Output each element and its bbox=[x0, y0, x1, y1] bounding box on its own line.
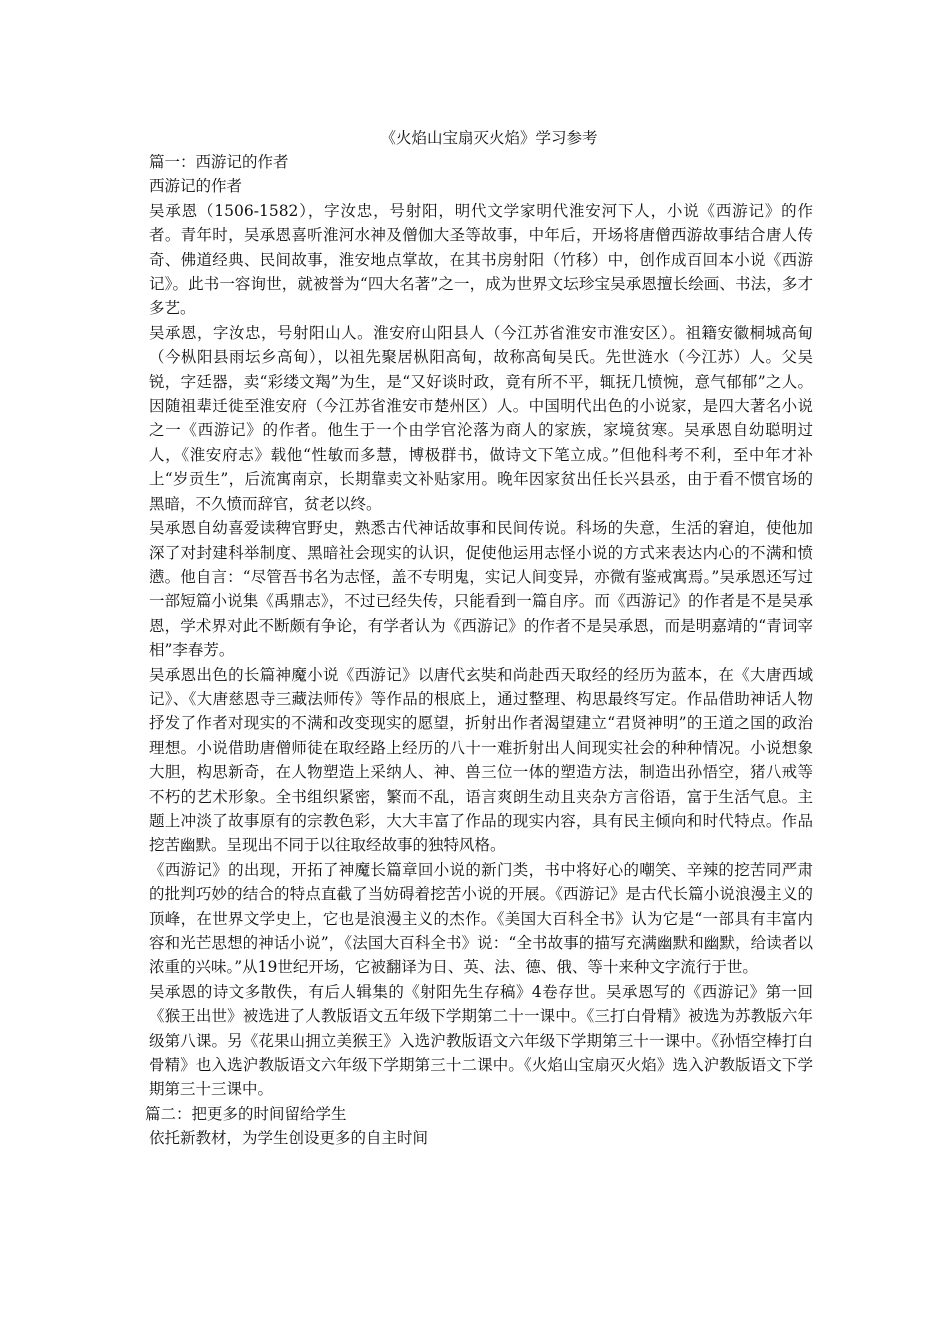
document-title: 《火焰山宝扇灭火焰》学习参考 bbox=[380, 129, 598, 147]
section-heading-1: 篇一：西游记的作者 bbox=[149, 153, 289, 171]
paragraph-5: 《西游记》的出现，开拓了神魔长篇章回小说的新门类，书中将好心的嘲笑、辛辣的挖苦同严肃的批判巧妙的结合的特点直截了当妨碍着挖苦小说的开展。《西游记》是古代长篇小说浪漫主义的顶峰，在世界文学史上，它也是浪漫主义的杰作。《美国大百科全书》认为它是“一部具有丰富内容和光芒思想的神话小说”，《法国大百科全书》说：“全书故事的描写充满幽默和幽默，给读者以浓重的兴味。”从19世纪开场，它被翻译为日、英、法、德、俄、等十来种文字流行于世。 bbox=[149, 860, 813, 977]
section-heading-2: 篇二：把更多的时间留给学生 bbox=[145, 1104, 347, 1123]
section-subheading-1: 西游记的作者 bbox=[149, 177, 243, 196]
paragraph-6: 吴承恩的诗文多散佚，有后人辑集的《射阳先生存稿》4卷存世。吴承恩写的《西游记》第一回《猴王出世》被选进了人教版语文五年级下学期第二十一课中。《三打白骨精》被选为苏教版六年级第八课。另《花果山拥立美猴王》入选沪教版语文六年级下学期第三十一课中。《孙悟空棒打白骨精》也入选沪教版语文六年级下学期第三十二课中。《火焰山宝扇灭火焰》选入沪教版语文下学期第三十三课中。 bbox=[149, 982, 813, 1099]
paragraph-2: 吴承恩，字汝忠，号射阳山人。淮安府山阳县人（今江苏省淮安市淮安区）。祖籍安徽桐城高甸（今枞阳县雨坛乡高甸），以祖先聚居枞阳高甸，故称高甸吴氏。先世涟水（今江苏）人。父吴锐，字廷器，卖“彩缕文羯”为生，是“又好谈时政，竟有所不平，辄抚几愤惋，意气郁郁”之人。因随祖辈迁徙至淮安府（今江苏省淮安市楚州区）人。中国明代出色的小说家，是四大著名小说之一《西游记》的作者。他生于一个由学官沦落为商人的家族，家境贫寒。吴承恩自幼聪明过人，《淮安府志》载他“性敏而多慧，博极群书，做诗文下笔立成。”但他科考不利，至中年才补上“岁贡生”，后流寓南京，长期靠卖文补贴家用。晚年因家贫出任长兴县丞，由于看不惯官场的黑暗，不久愤而辞官，贫老以终。 bbox=[149, 323, 813, 513]
section-subheading-2: 依托新教材，为学生创设更多的自主时间 bbox=[149, 1129, 429, 1148]
paragraph-1: 吴承恩（1506-1582），字汝忠，号射阳，明代文学家明代淮安河下人，小说《西游记》的作者。青年时，吴承恩喜听淮河水神及僧伽大圣等故事，中年后，开场将唐僧西游故事结合唐人传奇、佛道经典、民间故事，淮安地点掌故，在其书房射阳（竹移）中，创作成百回本小说《西游记》。此书一容询世，就被誉为“四大名著”之一，成为世界文坛珍宝吴承恩擅长绘画、书法，多才多艺。 bbox=[149, 201, 813, 318]
document-body bbox=[145, 126, 813, 1151]
paragraph-4: 吴承恩出色的长篇神魔小说《西游记》以唐代玄奘和尚赴西天取经的经历为蓝本，在《大唐西域记》、《大唐慈恩寺三藏法师传》等作品的根底上，通过整理、构思最终写定。作品借助神话人物抒发了作者对现实的不满和改变现实的愿望，折射出作者渴望建立“君贤神明”的王道之国的政治理想。小说借助唐僧师徒在取经路上经历的八十一难折射出人间现实社会的种种情况。小说想象大胆，构思新奇，在人物塑造上采纳人、神、兽三位一体的塑造方法，制造出孙悟空，猪八戒等不朽的艺术形象。全书组织紧密，繁而不乱，语言爽朗生动且夹杂方言俗语，富于生活气息。主题上冲淡了故事原有的宗教色彩，大大丰富了作品的现实内容，具有民主倾向和时代特点。作品挖苦幽默。呈现出不同于以往取经故事的独特风格。 bbox=[149, 665, 813, 855]
paragraph-3: 吴承恩自幼喜爱读稗官野史，熟悉古代神话故事和民间传说。科场的失意，生活的窘迫，使他加深了对封建科举制度、黑暗社会现实的认识，促使他运用志怪小说的方式来表达内心的不满和愤懑。他自言：“尽管吾书名为志怪，盖不专明鬼，实记人间变异，亦微有鉴戒寓焉。”吴承恩还写过一部短篇小说集《禹鼎志》，不过已经失传，只能看到一篇自序。而《西游记》的作者是不是吴承恩，学术界对此不断颇有争论，有学者认为《西游记》的作者不是吴承恩，而是明嘉靖的“青词宰相”李春芳。 bbox=[149, 519, 813, 660]
